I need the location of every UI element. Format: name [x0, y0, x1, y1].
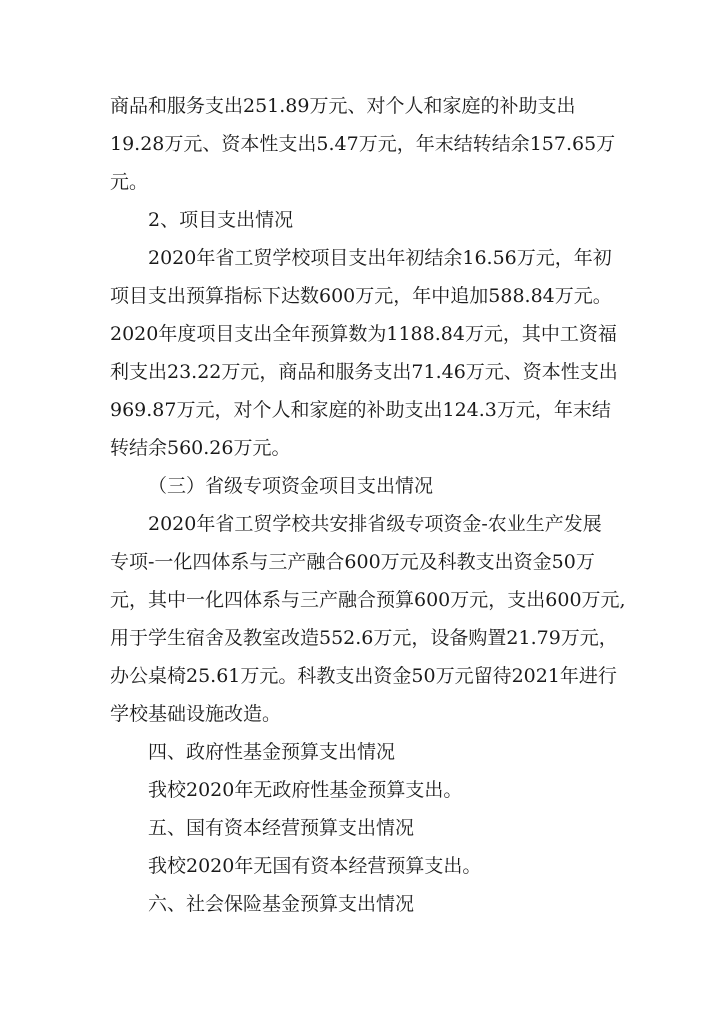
line-19: 我校2020年无政府性基金预算支出。: [148, 779, 463, 801]
line-13: 专项-一化四体系与三产融合600万元及科教支出资金50万: [110, 551, 595, 573]
line-3: 元。: [110, 171, 149, 193]
line-5: 2020年省工贸学校项目支出年初结余16.56万元，年初: [148, 247, 612, 269]
line-8: 利支出23.22万元，商品和服务支出71.46万元、资本性支出: [110, 361, 618, 383]
line-10: 转结余560.26万元。: [110, 437, 291, 459]
line-9: 969.87万元，对个人和家庭的补助支出124.3万元，年末结: [110, 399, 611, 421]
section-heading-social-insurance: 六、社会保险基金预算支出情况: [148, 893, 415, 915]
line-1: 商品和服务支出251.89万元、对个人和家庭的补助支出: [110, 95, 576, 117]
section-heading-government-fund: 四、政府性基金预算支出情况: [148, 741, 396, 763]
line-7: 2020年度项目支出全年预算数为1188.84万元，其中工资福: [110, 323, 617, 345]
line-14: 元，其中一化四体系与三产融合预算600万元，支出600万元,: [110, 589, 626, 611]
line-6: 项目支出预算指标下达数600万元，年中追加588.84万元。: [110, 285, 612, 307]
section-heading-project-expenditure: 2、项目支出情况: [148, 209, 294, 231]
line-15: 用于学生宿舍及教室改造552.6万元，设备购置21.79万元，: [110, 627, 618, 649]
line-16: 办公桌椅25.61万元。科教支出资金50万元留待2021年进行: [110, 665, 617, 687]
line-12: 2020年省工贸学校共安排省级专项资金-农业生产发展: [148, 513, 602, 535]
section-heading-state-capital: 五、国有资本经营预算支出情况: [148, 817, 415, 839]
section-heading-provincial-special-funds: （三）省级专项资金项目支出情况: [148, 475, 434, 497]
line-2: 19.28万元、资本性支出5.47万元，年末结转结余157.65万: [110, 133, 616, 155]
line-21: 我校2020年无国有资本经营预算支出。: [148, 855, 482, 877]
line-17: 学校基础设施改造。: [110, 703, 282, 725]
